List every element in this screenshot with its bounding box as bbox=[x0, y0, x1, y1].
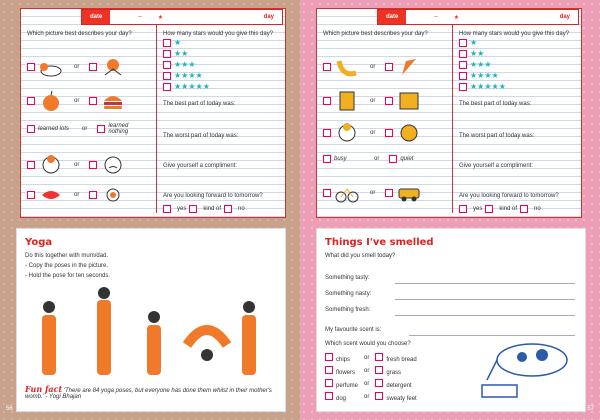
star-icon: ★★★★ bbox=[470, 70, 499, 80]
painting-icon bbox=[396, 89, 422, 113]
apple-icon bbox=[38, 89, 64, 113]
yes-label: yes bbox=[473, 206, 483, 212]
or-label: or bbox=[370, 130, 376, 136]
yoga-poses-illustration bbox=[27, 285, 267, 380]
scent-label: sweaty feet bbox=[386, 396, 417, 402]
star-icon: ★★★ bbox=[470, 59, 492, 69]
scent-left-option[interactable] bbox=[325, 366, 358, 376]
scent-right-option[interactable] bbox=[375, 353, 416, 363]
picture-checkbox[interactable] bbox=[323, 129, 331, 137]
star-checkbox[interactable] bbox=[163, 72, 171, 80]
star-option-2[interactable] bbox=[163, 48, 211, 59]
fun-fact-text: 'There are 84 yoga poses, but everyone has done them whilst in their mother's womb.' - Yogi Bhajan bbox=[25, 388, 272, 400]
or-label: or bbox=[74, 162, 80, 168]
question-picture: Which picture best describes your day? bbox=[323, 31, 428, 37]
scent-label: chips bbox=[336, 357, 351, 363]
column-divider bbox=[452, 25, 453, 213]
scent-checkbox[interactable] bbox=[325, 366, 333, 374]
yoga-line-3: - Hold the pose for ten seconds. bbox=[25, 273, 111, 279]
picture-checkbox[interactable] bbox=[27, 191, 35, 199]
star-option-5[interactable] bbox=[459, 81, 507, 92]
scent-checkbox[interactable] bbox=[375, 353, 383, 361]
picture-checkbox[interactable] bbox=[323, 155, 331, 163]
picture-checkbox[interactable] bbox=[323, 97, 331, 105]
smell-fresh-line[interactable] bbox=[395, 315, 575, 316]
scent-checkbox[interactable] bbox=[325, 379, 333, 387]
forward-question: Are you looking forward to tomorrow? bbox=[459, 193, 559, 199]
star-checkbox[interactable] bbox=[459, 83, 467, 91]
carrot-icon bbox=[396, 55, 422, 79]
date-star-icon: ★ bbox=[453, 14, 460, 21]
or-label: or bbox=[374, 156, 380, 162]
picture-row-5 bbox=[323, 181, 422, 205]
fun-fact-label: Fun fact bbox=[25, 384, 63, 394]
or-label: or bbox=[364, 394, 370, 400]
star-checkbox[interactable] bbox=[163, 39, 171, 47]
or-label: or bbox=[74, 98, 80, 104]
no-checkbox[interactable] bbox=[520, 205, 528, 213]
question-stars: How many stars would you give this day? bbox=[459, 31, 570, 37]
star-checkbox[interactable] bbox=[163, 61, 171, 69]
scent-checkbox[interactable] bbox=[375, 379, 383, 387]
yes-label: yes bbox=[177, 206, 187, 212]
day-label: day bbox=[559, 14, 570, 20]
page-number-right: 57 bbox=[587, 406, 594, 412]
scent-checkbox[interactable] bbox=[375, 366, 383, 374]
scent-label: dog bbox=[336, 396, 347, 402]
star-checkbox[interactable] bbox=[163, 50, 171, 58]
kindof-checkbox[interactable] bbox=[189, 205, 197, 213]
burger-icon bbox=[100, 89, 126, 113]
picture-row-4 bbox=[323, 155, 430, 163]
date-star-icon: ★ bbox=[157, 14, 164, 21]
forward-options bbox=[459, 205, 541, 213]
picture-row-5 bbox=[27, 183, 126, 207]
star-checkbox[interactable] bbox=[459, 61, 467, 69]
date-bar bbox=[377, 9, 579, 25]
date-bar bbox=[81, 9, 283, 25]
picture-checkbox[interactable] bbox=[89, 97, 97, 105]
or-label: or bbox=[370, 64, 376, 70]
smell-fresh-label: Something fresh: bbox=[325, 307, 371, 313]
smell-tasty-label: Something tasty: bbox=[325, 275, 370, 281]
star-option-3[interactable] bbox=[459, 59, 507, 70]
eye-icon bbox=[100, 183, 126, 207]
star-checkbox[interactable] bbox=[459, 50, 467, 58]
yoga-card bbox=[16, 228, 286, 412]
scent-checkbox[interactable] bbox=[325, 353, 333, 361]
picture-row-4 bbox=[27, 153, 126, 177]
no-checkbox[interactable] bbox=[224, 205, 232, 213]
picture-checkbox[interactable] bbox=[27, 125, 35, 133]
or-label: or bbox=[364, 381, 370, 387]
scent-left-option[interactable] bbox=[325, 392, 358, 402]
picture-checkbox[interactable] bbox=[89, 63, 97, 71]
no-label: no bbox=[238, 206, 245, 212]
picture-checkbox[interactable] bbox=[385, 129, 393, 137]
forward-options bbox=[163, 205, 245, 213]
no-label: no bbox=[534, 206, 541, 212]
quiet-label: quiet bbox=[400, 156, 414, 162]
star-rating bbox=[163, 37, 211, 92]
calm-face-icon bbox=[396, 121, 422, 145]
confused-face-icon bbox=[100, 153, 126, 177]
star-icon: ★★ bbox=[174, 48, 189, 58]
diary-notebook-left bbox=[20, 8, 286, 218]
or-label: or bbox=[74, 192, 80, 198]
compliment-question: Give yourself a compliment: bbox=[163, 163, 238, 169]
yoga-line-2: - Copy the poses in the picture. bbox=[25, 263, 109, 269]
bicycle-icon bbox=[334, 181, 360, 205]
diary-notebook-right bbox=[316, 8, 582, 218]
learned-lots-label: learned lots bbox=[38, 126, 70, 132]
star-checkbox[interactable] bbox=[163, 83, 171, 91]
yoga-line-1: Do this together with mum/dad. bbox=[25, 253, 109, 259]
picture-checkbox[interactable] bbox=[323, 189, 331, 197]
scent-checkbox[interactable] bbox=[325, 392, 333, 400]
best-part-question: The best part of today was: bbox=[163, 101, 236, 107]
scent-options bbox=[325, 353, 423, 402]
calculator-icon bbox=[334, 89, 360, 113]
picture-row-2 bbox=[27, 89, 126, 113]
picture-checkbox[interactable] bbox=[385, 97, 393, 105]
star-icon: ★★ bbox=[470, 48, 485, 58]
right-page bbox=[300, 0, 600, 420]
yes-checkbox[interactable] bbox=[459, 205, 467, 213]
scent-checkbox[interactable] bbox=[375, 392, 383, 400]
kindof-checkbox[interactable] bbox=[485, 205, 493, 213]
picture-row-1 bbox=[27, 55, 126, 79]
or-label: or bbox=[364, 368, 370, 374]
picture-row-3 bbox=[27, 123, 148, 135]
worst-part-question: The worst part of today was: bbox=[459, 133, 535, 139]
banana-icon bbox=[334, 55, 360, 79]
day-label: day bbox=[263, 14, 274, 20]
star-option-1[interactable] bbox=[459, 37, 507, 48]
star-icon: ★★★★★ bbox=[470, 81, 506, 91]
yes-checkbox[interactable] bbox=[163, 205, 171, 213]
star-checkbox[interactable] bbox=[459, 39, 467, 47]
picture-checkbox[interactable] bbox=[27, 63, 35, 71]
or-label: or bbox=[74, 64, 80, 70]
scent-left-option[interactable] bbox=[325, 353, 358, 363]
picture-checkbox[interactable] bbox=[27, 161, 35, 169]
star-option-1[interactable] bbox=[163, 37, 211, 48]
picture-row-3 bbox=[323, 121, 422, 145]
or-label: or bbox=[364, 355, 370, 361]
car-icon bbox=[396, 181, 422, 205]
star-option-2[interactable] bbox=[459, 48, 507, 59]
dog-lying-icon bbox=[38, 55, 64, 79]
star-option-3[interactable] bbox=[163, 59, 211, 70]
scent-label: detergent bbox=[386, 383, 412, 389]
scent-right-option[interactable] bbox=[375, 392, 416, 402]
star-icon: ★ bbox=[174, 37, 182, 47]
dog-jumping-icon bbox=[100, 55, 126, 79]
kindof-label: kind of bbox=[203, 206, 222, 212]
picture-checkbox[interactable] bbox=[89, 191, 97, 199]
or-label: or bbox=[370, 98, 376, 104]
star-icon: ★★★★ bbox=[174, 70, 203, 80]
forward-question: Are you looking forward to tomorrow? bbox=[163, 193, 263, 199]
picture-checkbox[interactable] bbox=[385, 189, 393, 197]
busy-label: busy bbox=[334, 156, 347, 162]
or-label: or bbox=[370, 190, 376, 196]
date-separator: – bbox=[138, 14, 142, 20]
smell-title: Things I've smelled bbox=[325, 237, 434, 248]
star-option-5[interactable] bbox=[163, 81, 211, 92]
page-number-left: 56 bbox=[6, 406, 13, 412]
picture-row-1 bbox=[323, 55, 422, 79]
thinking-face-icon bbox=[38, 153, 64, 177]
best-part-question: The best part of today was: bbox=[459, 101, 532, 107]
scent-right-option[interactable] bbox=[375, 379, 416, 389]
or-label: or bbox=[82, 126, 88, 132]
star-option-4[interactable] bbox=[163, 70, 211, 81]
scent-right-option[interactable] bbox=[375, 366, 416, 376]
kindof-label: kind of bbox=[499, 206, 518, 212]
yoga-title: Yoga bbox=[25, 237, 53, 248]
scent-left-option[interactable] bbox=[325, 379, 358, 389]
which-scent-label: Which scent would you choose? bbox=[325, 341, 411, 347]
smell-tasty-line[interactable] bbox=[395, 283, 575, 284]
star-icon: ★★★ bbox=[174, 59, 196, 69]
smell-nasty-label: Something nasty: bbox=[325, 291, 372, 297]
scent-label: perfume bbox=[336, 383, 359, 389]
lips-icon bbox=[38, 183, 64, 207]
smell-card bbox=[316, 228, 586, 412]
dog-sniffing-illustration bbox=[477, 325, 577, 405]
picture-checkbox[interactable] bbox=[389, 155, 397, 163]
scent-label: grass bbox=[386, 370, 402, 376]
question-picture: Which picture best describes your day? bbox=[27, 31, 132, 37]
learned-nothing-label: learned nothing bbox=[108, 123, 129, 135]
picture-checkbox[interactable] bbox=[385, 63, 393, 71]
worst-part-question: The worst part of today was: bbox=[163, 133, 239, 139]
smell-subtitle: What did you smell today? bbox=[325, 253, 396, 259]
star-option-4[interactable] bbox=[459, 70, 507, 81]
stressed-face-icon bbox=[334, 121, 360, 145]
star-rating bbox=[459, 37, 507, 92]
date-label: date bbox=[378, 10, 406, 24]
picture-row-2 bbox=[323, 89, 422, 113]
picture-checkbox[interactable] bbox=[27, 97, 35, 105]
star-icon: ★ bbox=[470, 37, 478, 47]
date-separator: – bbox=[434, 14, 438, 20]
compliment-question: Give yourself a compliment: bbox=[459, 163, 534, 169]
favourite-scent-label: My favourite scent is: bbox=[325, 327, 382, 333]
smell-nasty-line[interactable] bbox=[395, 299, 575, 300]
scent-label: fresh bread bbox=[386, 357, 417, 363]
fun-fact bbox=[25, 384, 275, 400]
star-icon: ★★★★★ bbox=[174, 81, 210, 91]
date-label: date bbox=[82, 10, 110, 24]
picture-checkbox[interactable] bbox=[323, 63, 331, 71]
picture-checkbox[interactable] bbox=[89, 161, 97, 169]
scent-label: flowers bbox=[336, 370, 356, 376]
question-stars: How many stars would you give this day? bbox=[163, 31, 274, 37]
column-divider bbox=[156, 25, 157, 213]
star-checkbox[interactable] bbox=[459, 72, 467, 80]
picture-checkbox[interactable] bbox=[97, 125, 105, 133]
